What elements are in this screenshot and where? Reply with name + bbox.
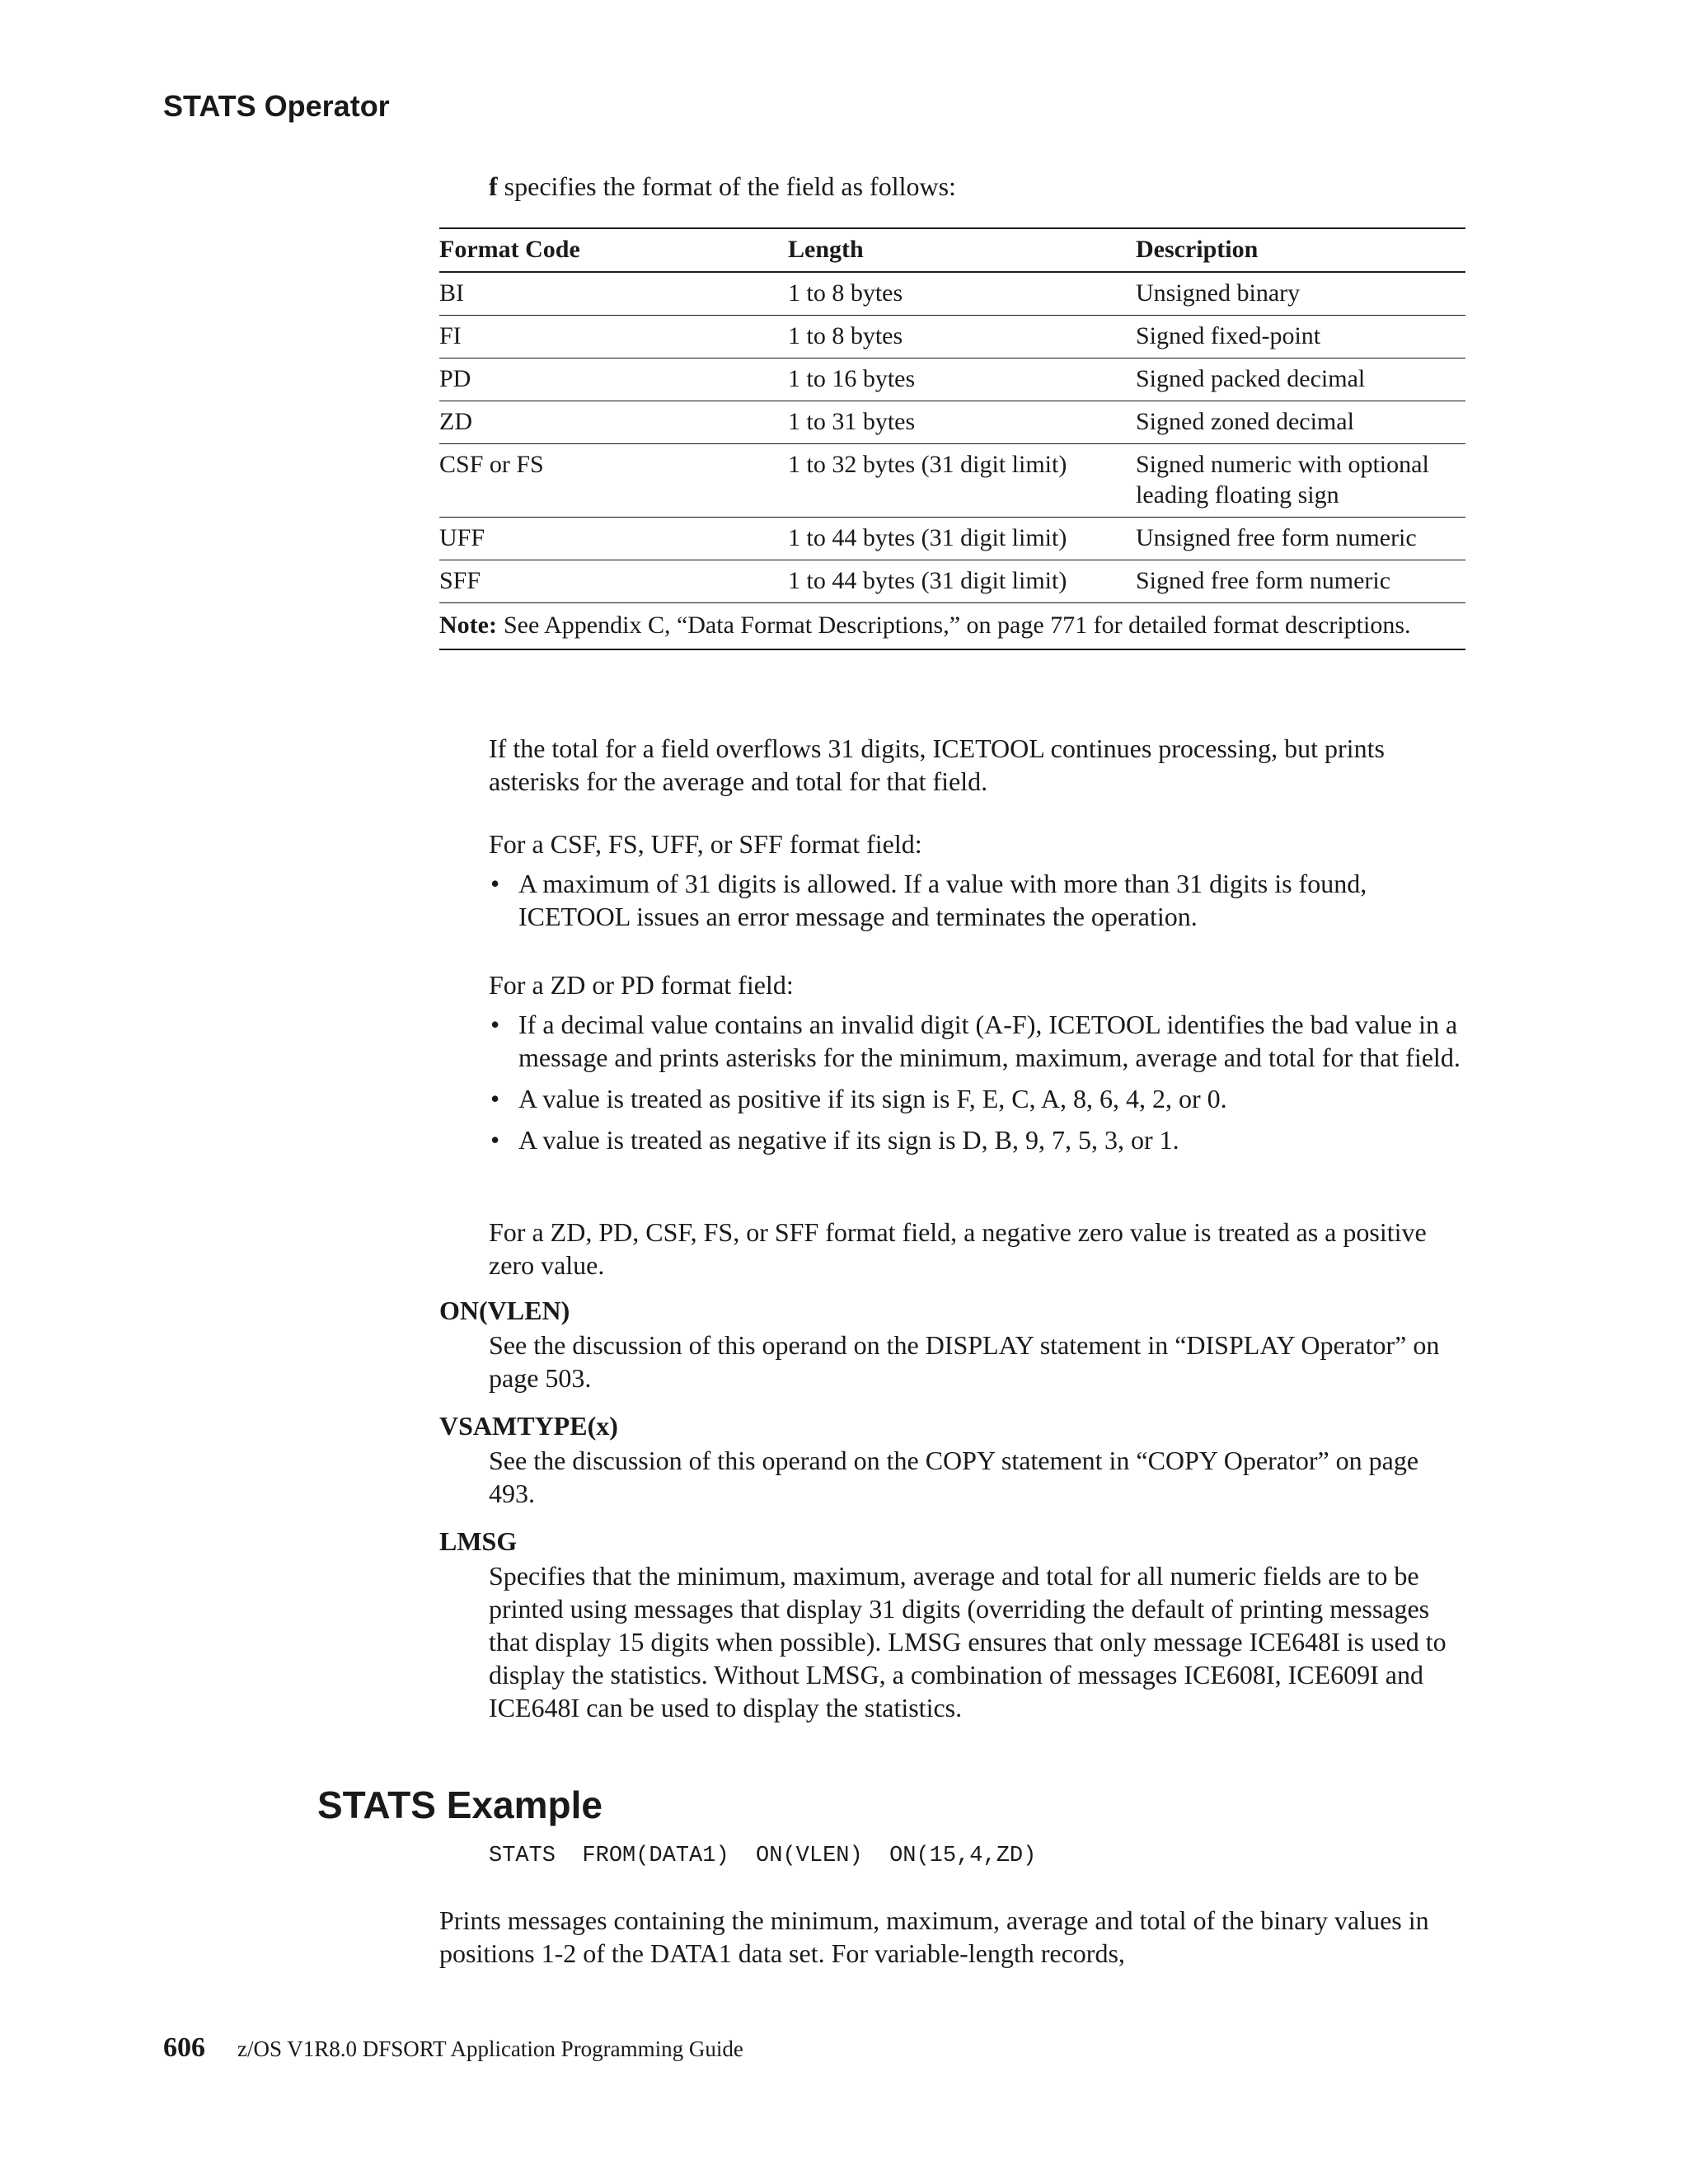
table-cell: CSF or FS <box>439 444 788 518</box>
table-header-row <box>439 228 1465 272</box>
operand-desc-on-vlen: See the discussion of this operand on the DISPLAY statement in “DISPLAY Operator” on page 503. <box>489 1330 1440 1393</box>
list-item: • A maximum of 31 digits is allowed. If a value with more than 31 digits is found, ICETOOL issues an error message and terminates the operation. <box>489 867 1470 933</box>
table-cell: Signed free form numeric <box>1136 560 1465 603</box>
table-note-row <box>439 603 1465 650</box>
operand-name: f <box>489 171 498 201</box>
table-cell: 1 to 44 bytes (31 digit limit) <box>788 518 1136 560</box>
zd-intro: For a ZD or PD format field: <box>489 970 794 1000</box>
overflow-section <box>489 732 1470 798</box>
operand-intro <box>489 171 956 202</box>
closing-paragraph: Prints messages containing the minimum, maximum, average and total of the binary values in positions 1-2 of the DATA1 data set. For variable-length records, <box>439 1905 1429 1968</box>
zd-bullet-list <box>489 1008 1470 1156</box>
table-cell: 1 to 31 bytes <box>788 401 1136 444</box>
table-row <box>439 316 1465 359</box>
operand-term-vsamtype: VSAMTYPE(x) <box>439 1411 618 1441</box>
table-cell: UFF <box>439 518 788 560</box>
table-row <box>439 272 1465 316</box>
operand-desc-lmsg: Specifies that the minimum, maximum, average and total for all numeric fields are to be printed using messages that display 31 digits (overriding the default of printing messages that display 15 digits when possible). LMSG ensures that only message ICE648I is used to display the statistics. Without LMSG, a combination of messages ICE608I, ICE609I and ICE648I can be used to display the statistics. <box>489 1561 1447 1722</box>
table-cell: PD <box>439 359 788 401</box>
operand-intro-text: specifies the format of the field as follows: <box>504 171 956 201</box>
table-cell: Unsigned free form numeric <box>1136 518 1465 560</box>
table-cell: Unsigned binary <box>1136 272 1465 316</box>
example-heading: STATS Example <box>317 1783 603 1826</box>
column-header: Length <box>788 228 1136 272</box>
table-cell: BI <box>439 272 788 316</box>
table-cell: Signed zoned decimal <box>1136 401 1465 444</box>
table-cell: FI <box>439 316 788 359</box>
page-number: 606 <box>163 2032 205 2063</box>
list-item: • If a decimal value contains an invalid digit (A-F), ICETOOL identifies the bad value in a message and prints asterisks for the minimum, maximum, average and total for that field. <box>489 1008 1470 1074</box>
table-cell: ZD <box>439 401 788 444</box>
negative-zero-paragraph: For a ZD, PD, CSF, FS, or SFF format field, a negative zero value is treated as a positive zero value. <box>489 1217 1427 1280</box>
csf-intro: For a CSF, FS, UFF, or SFF format field: <box>489 829 922 859</box>
format-table <box>439 227 1465 650</box>
table-cell: SFF <box>439 560 788 603</box>
table-row <box>439 518 1465 560</box>
list-item: • A value is treated as negative if its sign is D, B, 9, 7, 5, 3, or 1. <box>489 1123 1470 1156</box>
table-cell: Signed numeric with optional leading floating sign <box>1136 444 1465 518</box>
operand-desc-vsamtype: See the discussion of this operand on the COPY statement in “COPY Operator” on page 493. <box>489 1446 1419 1508</box>
table-row <box>439 401 1465 444</box>
table-cell: 1 to 16 bytes <box>788 359 1136 401</box>
column-header: Description <box>1136 228 1465 272</box>
running-head: STATS Operator <box>163 89 390 123</box>
zd-section <box>489 968 1470 1165</box>
list-item: • A value is treated as positive if its sign is F, E, C, A, 8, 6, 4, 2, or 0. <box>489 1082 1470 1115</box>
book-title: z/OS V1R8.0 DFSORT Application Programming Guide <box>237 2036 743 2061</box>
page-footer <box>163 2032 743 2064</box>
note-label: Note: <box>439 612 497 639</box>
table-row <box>439 560 1465 603</box>
table-row <box>439 444 1465 518</box>
table-cell: 1 to 8 bytes <box>788 316 1136 359</box>
table-cell: 1 to 8 bytes <box>788 272 1136 316</box>
table-cell: Signed packed decimal <box>1136 359 1465 401</box>
overflow-paragraph: If the total for a field overflows 31 digits, ICETOOL continues processing, but prints asterisks for the average and total for that field. <box>489 733 1385 796</box>
operand-term-lmsg: LMSG <box>439 1526 518 1556</box>
csf-section <box>489 827 1470 941</box>
table-cell: 1 to 32 bytes (31 digit limit) <box>788 444 1136 518</box>
column-header: Format Code <box>439 228 788 272</box>
table-cell: Signed fixed-point <box>1136 316 1465 359</box>
note-text: See Appendix C, “Data Format Descriptions,” on page 771 for detailed format descriptions. <box>503 612 1411 639</box>
table-note <box>439 603 1465 650</box>
negative-zero-section <box>489 1216 1470 1282</box>
table-cell: 1 to 44 bytes (31 digit limit) <box>788 560 1136 603</box>
example-code: STATS FROM(DATA1) ON(VLEN) ON(15,4,ZD) <box>489 1844 1037 1868</box>
table-row <box>439 359 1465 401</box>
operand-term-on-vlen: ON(VLEN) <box>439 1296 570 1325</box>
csf-bullet-list <box>489 867 1470 933</box>
